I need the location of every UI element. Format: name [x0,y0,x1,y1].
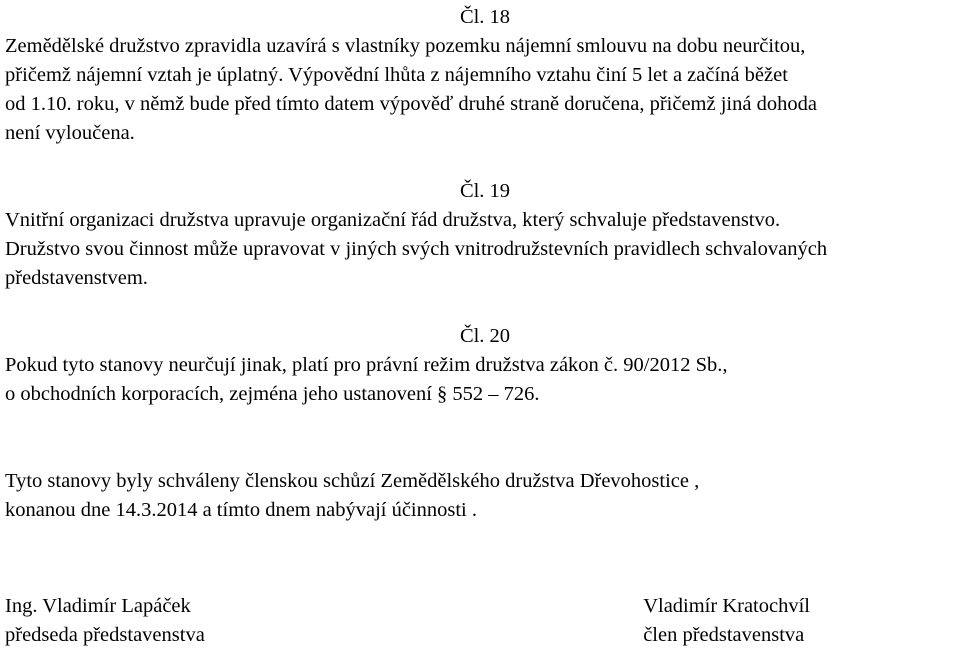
article-20 [5,322,955,409]
text-line: přičemž nájemní vztah je úplatný. Výpovědní lhůta z nájemního vztahu činí 5 let a začíná běžet [5,64,788,86]
text-line: Tyto stanovy byly schváleny členskou schůzí Zemědělského družstva Dřevohostice , [5,470,700,492]
text-line: není vyloučena. [5,122,135,144]
spacer [5,293,955,322]
article-heading: Čl. 18 [459,6,511,28]
text-line: Pokud tyto stanovy neurčují jinak, platí pro právní režim družstva zákon č. 90/2012 Sb., [5,354,728,376]
text-line: Zemědělské družstvo zpravidla uzavírá s vlastníky pozemku nájemní smlouvu na dobu neurčitou, [5,35,806,57]
article-text [5,351,955,409]
text-line: od 1.10. roku, v němž bude před tímto datem výpověď druhé straně doručena, přičemž jiná dohoda [5,93,817,115]
spacer [5,525,955,592]
signatory-role: člen představenstva [643,624,805,646]
article-text [5,32,955,148]
text-line: konanou dne 14.3.2014 a tímto dnem nabývají účinnosti . [5,499,478,521]
text-line: představenstvem. [5,267,148,289]
signature-right [643,592,810,650]
spacer [5,409,955,467]
text-line: Vnitřní organizaci družstva upravuje organizační řád družstva, který schvaluje představenstvo. [5,209,781,231]
text-line: o obchodních korporacích, zejména jeho ustanovení § 552 – 726. [5,383,540,405]
signatory-name: Ing. Vladimír Lapáček [5,595,191,617]
approval-text [5,467,955,525]
article-19 [5,177,955,293]
signature-block [5,592,955,650]
article-18 [5,3,955,148]
spacer [5,148,955,177]
signature-left [5,592,205,650]
article-heading: Čl. 20 [459,325,511,347]
signatory-name: Vladimír Kratochvíl [643,595,810,617]
text-line: Družstvo svou činnost může upravovat v jiných svých vnitrodružstevních pravidlech schvalovaných [5,238,828,260]
article-heading: Čl. 19 [459,180,511,202]
approval-statement [5,467,955,525]
article-text [5,206,955,293]
signatory-role: předseda představenstva [5,624,205,646]
